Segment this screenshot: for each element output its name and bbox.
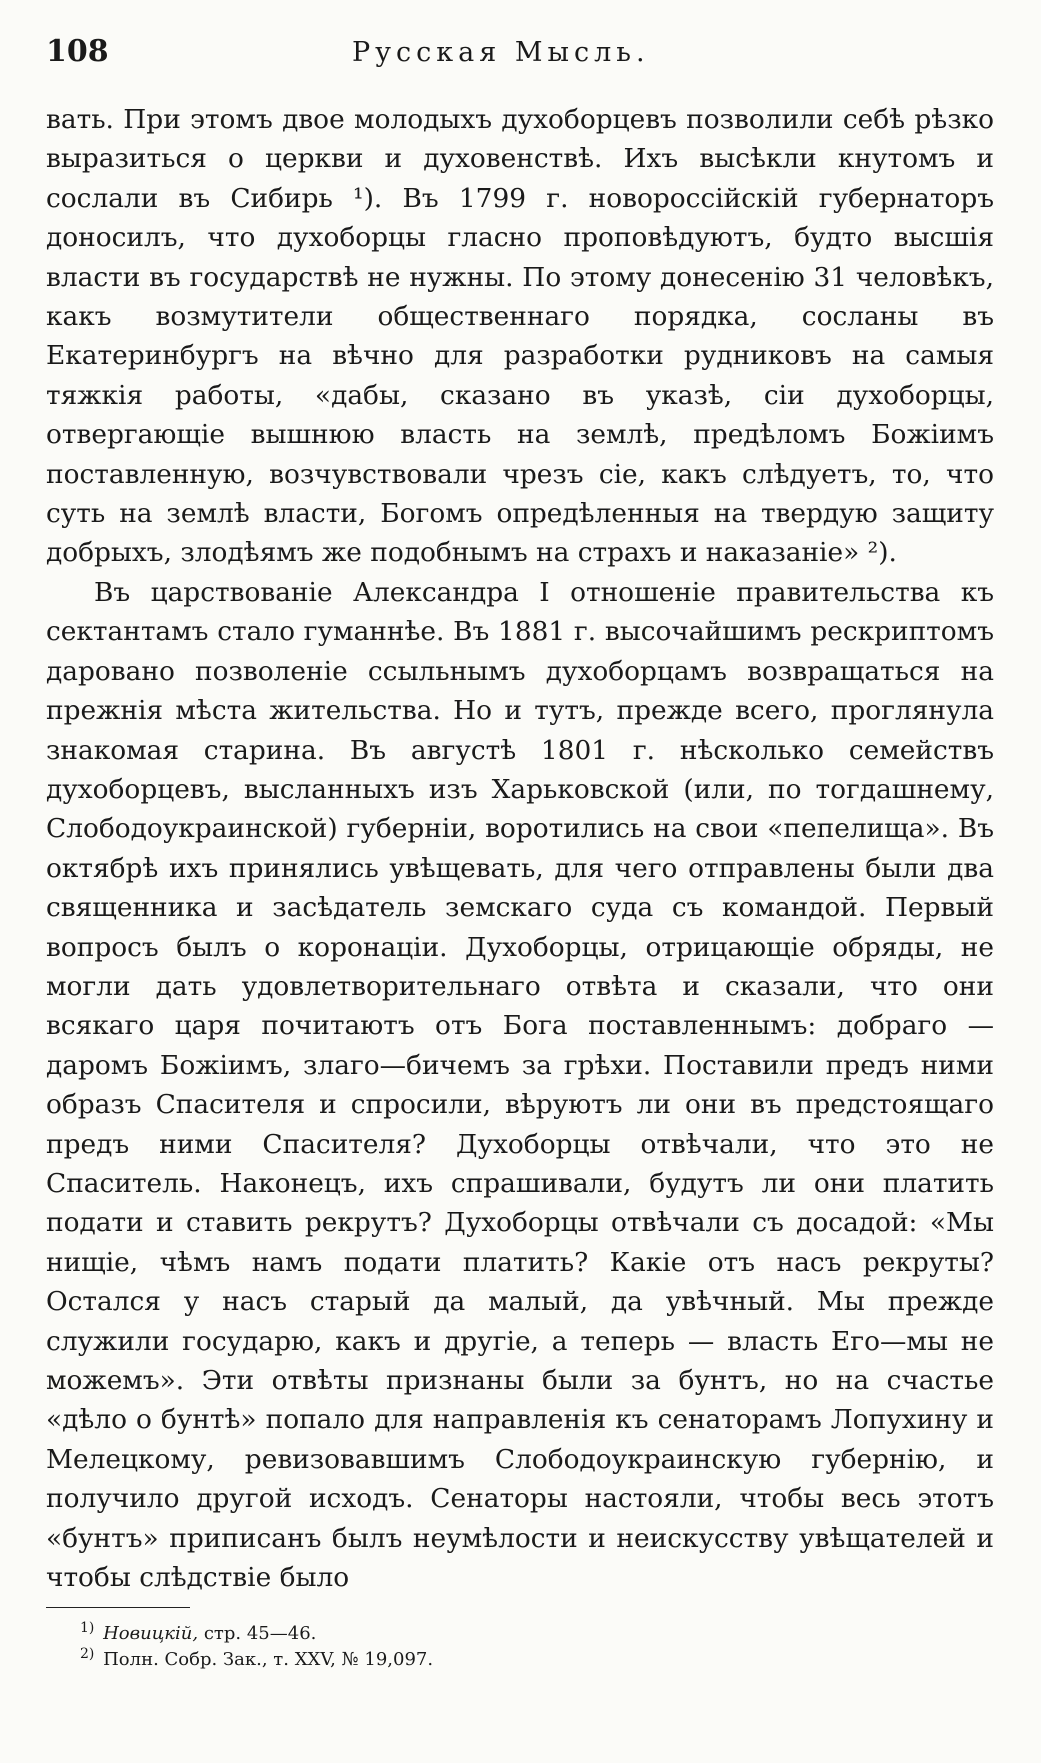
footnote-1 [80,1621,980,1647]
footnote-author: Новицкій, [103,1623,199,1644]
running-head [0,34,1041,74]
paragraph-2: Въ царствованіе Александра I отношеніе правительства къ сектантамъ стало гуманнѣе. Въ 1881 г. высочайшимъ рескриптомъ даровано позволеніе ссыльнымъ духоборцамъ возвращаться на прежнія мѣста жительства. Но и тутъ, прежде всего, проглянула знакомая старина. Въ августѣ 1801 г. нѣсколько семействъ духоборцевъ, высланныхъ изъ Харьковской (или, по тогдашнему, Слободоукраинской) губерніи, воротились на свои «пепелища». Въ октябрѣ ихъ принялись увѣщевать, для чего отправлены были два священника и засѣдатель земскаго суда съ командой. Первый вопросъ былъ о коронаціи. Духоборцы, отрицающіе обряды, не могли дать удовлетворительнаго отвѣта и сказали, что они всякаго царя почитаютъ отъ Бога поставленнымъ: добраго — даромъ Божіимъ, злаго—бичемъ за грѣхи. Поставили предъ ними образъ Спасителя и спросили, вѣруютъ ли они въ предстоящаго предъ ними Спасителя? Духоборцы отвѣчали, что это не Спаситель. Наконецъ, ихъ спрашивали, будутъ ли они платить подати и ставить рекрутъ? Духоборцы отвѣчали съ досадой: «Мы нищіе, чѣмъ намъ подати платить? Какіе отъ насъ рекруты? Остался у насъ старый да малый, да увѣчный. Мы прежде служили государю, какъ и другіе, а теперь — власть Его—мы не можемъ». Эти отвѣты признаны были за бунтъ, но на счастье «дѣло о бунтѣ» попало для направленія къ сенаторамъ Лопухину и Мелецкому, ревизовавшимъ Слободоукраинскую губернію, и получило другой исходъ. Сенаторы настояли, чтобы весь этотъ «бунтъ» приписанъ былъ неумѣлости и неискусству увѣщателей и чтобы слѣдствіе было [46,576,994,1594]
footnote-text: стр. 45—46. [203,1623,317,1644]
footnote-marker: 1) [80,1620,95,1636]
footnote-text: Полн. Собр. Зак., т. XXV, № 19,097. [103,1649,434,1670]
body-text [46,100,994,1597]
journal-title: Русская Мысль. [352,37,650,68]
footnotes [80,1621,980,1673]
footnote-2 [80,1647,980,1673]
footnote-divider [46,1607,190,1608]
page-number: 108 [46,34,109,69]
paragraph-1: вать. При этомъ двое молодыхъ духоборцевъ позволили себѣ рѣзко выразиться о церкви и духовенствѣ. Ихъ высѣкли кнутомъ и сослали въ Сибирь ¹). Въ 1799 г. новороссійскій губернаторъ доносилъ, что духоборцы гласно проповѣдуютъ, будто высшія власти въ государствѣ не нужны. По этому донесенію 31 человѣкъ, какъ возмутители общественнаго порядка, сосланы въ Екатеринбургъ на вѣчно для разработки рудниковъ на самыя тяжкія работы, «дабы, сказано въ указѣ, сіи духоборцы, отвергающіе вышнюю власть на землѣ, предѣломъ Божіимъ поставленную, возчувствовали чрезъ сіе, какъ слѣдуетъ, то, что суть на землѣ власти, Богомъ опредѣленныя на твердую защиту добрыхъ, злодѣямъ же подобнымъ на страхъ и наказаніе» ²). [46,104,994,569]
footnote-marker: 2) [80,1646,95,1662]
